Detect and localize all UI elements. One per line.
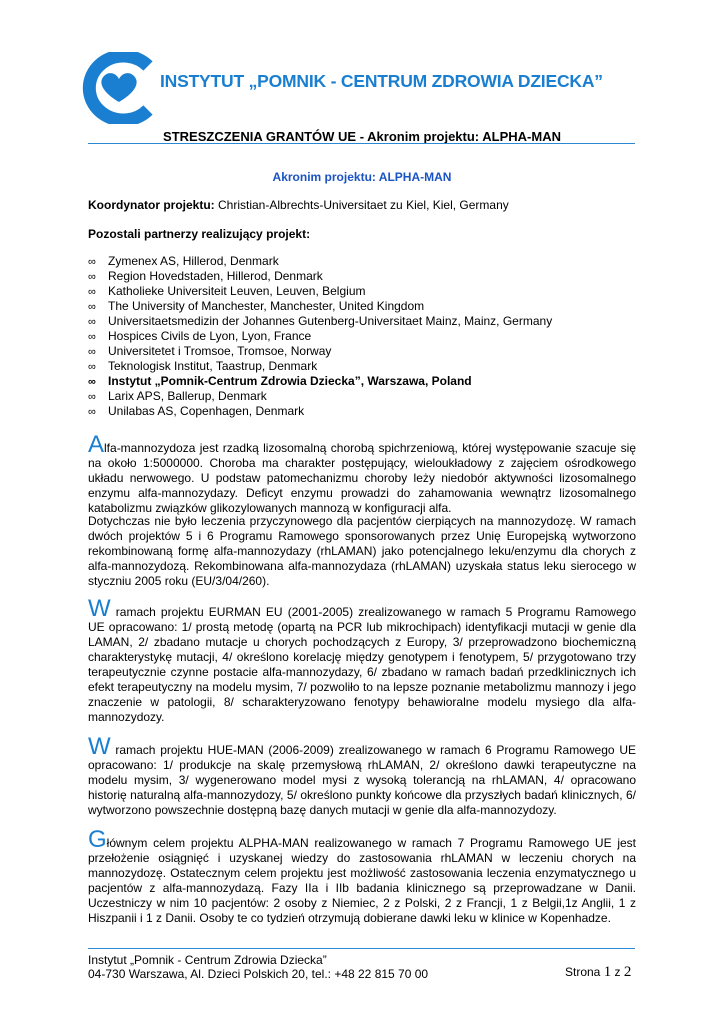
infinity-bullet-icon: ∞ [88, 271, 96, 283]
footer-divider [88, 948, 635, 949]
drop-cap: A [88, 431, 105, 458]
list-item [88, 359, 552, 374]
drop-cap: W [88, 595, 111, 622]
document-title: STRESZCZENIA GRANTÓW UE - Akronim projektu: ALPHA-MAN [163, 129, 561, 144]
paragraph-text: ramach projektu HUE-MAN (2006-2009) zrealizowanego w ramach 6 Programu Ramowego UE opracowano: 1/ produkcje na skalę przemysłową rhLAMAN, 2/ określono dawki terapeutyczne na modelu mysim, 3/ wygenerowano model mysi z wysoką tolerancją na rhLAMAN, 4/ opracowano historię naturalną alfa-mannozydozy, 5/ określono punkty końcowe dla przyszłych badań klinicznych, 6/ wytworzono powszechnie dostępną bazę danych mutacji w genie dla alfa-mannozydozy. [88, 743, 636, 817]
infinity-bullet-icon: ∞ [88, 376, 96, 388]
list-item [88, 269, 552, 284]
paragraph-alphaman [88, 826, 636, 926]
list-item [88, 284, 552, 299]
page-total: 2 [623, 964, 632, 980]
infinity-bullet-icon: ∞ [88, 301, 96, 313]
partner-name: Universitaetsmedizin der Johannes Gutenberg-Universitaet Mainz, Mainz, Germany [108, 314, 553, 328]
infinity-bullet-icon: ∞ [88, 406, 96, 418]
infinity-bullet-icon: ∞ [88, 286, 96, 298]
partner-name: Hospices Civils de Lyon, Lyon, France [108, 329, 312, 343]
list-item [88, 314, 552, 329]
paragraph-text: lfa-mannozydoza jest rzadką lizosomalną chorobą spichrzeniową, której występowanie szacuje się na około 1:5000000. Choroba ma charakter postępujący, wieloukładowy z zajęciem ośrodkowego układu nerwowego. U podstaw patomechanizmu choroby leży niedobór aktywności lizosomalnego enzymu alfa-mannozydazy. Deficyt enzymu prowadzi do zahamowania wewnątrz lizosomalnego katabolizmu związków glikozylowanych mannozą w konfiguracji alfa. [88, 441, 636, 515]
list-item [88, 374, 552, 389]
list-item [88, 299, 552, 314]
infinity-bullet-icon: ∞ [88, 346, 96, 358]
header-divider [88, 143, 635, 144]
partner-name: Instytut „Pomnik-Centrum Zdrowia Dziecka”, Warszawa, Poland [108, 374, 472, 388]
footer-institute: Instytut „Pomnik - Centrum Zdrowia Dziecka” [88, 953, 327, 967]
partner-name: Teknologisk Institut, Taastrup, Denmark [108, 359, 318, 373]
page-current: 1 [603, 964, 612, 980]
page-label: Strona [565, 965, 604, 979]
page-number [565, 964, 631, 981]
paragraph-text: łównym celem projektu ALPHA-MAN realizowanego w ramach 7 Programu Ramowego UE jest przełożenie osiągnięć i uzyskanej wiedzy do zastosowania rhLAMAN w leczeniu chorych na mannozydozę. Ostatecznym celem projektu jest możliwość zastosowania leczenia enzymatycznego u pacjentów z alfa-mannozydazą. Fazy IIa i IIb badania klinicznego są przeprowadzane w Danii. Uczestniczy w nim 10 pacjentów: 2 osoby z Niemiec, 2 z Polski, 2 z Francji, 1 z Belgii,1z Anglii, 1 z Hiszpanii i 1 z Danii. Osoby te co tydzień otrzymują dobierane dawki leku w klinice w Kopenhadze. [88, 836, 636, 925]
infinity-bullet-icon: ∞ [88, 316, 96, 328]
partner-name: Unilabas AS, Copenhagen, Denmark [108, 404, 305, 418]
paragraph-eurman [88, 595, 636, 725]
project-acronym: Akronim projektu: ALPHA-MAN [272, 170, 452, 184]
infinity-bullet-icon: ∞ [88, 361, 96, 373]
list-item [88, 254, 552, 269]
coordinator-label: Koordynator projektu: [88, 198, 215, 212]
partner-name: Katholieke Universiteit Leuven, Leuven, Belgium [108, 284, 366, 298]
coordinator-value: Christian-Albrechts-Universitaet zu Kiel, Kiel, Germany [214, 198, 509, 212]
coordinator-line [88, 198, 509, 212]
partner-name: Universitetet i Tromsoe, Tromsoe, Norway [108, 344, 332, 358]
infinity-bullet-icon: ∞ [88, 331, 96, 343]
footer-address: 04-730 Warszawa, Al. Dzieci Polskich 20, tel.: +48 22 815 70 00 [88, 967, 429, 981]
paragraph-intro [88, 431, 636, 516]
list-item [88, 329, 552, 344]
partners-list [88, 254, 552, 419]
list-item [88, 344, 552, 359]
institute-name: INSTYTUT „POMNIK - CENTRUM ZDROWIA DZIECKA” [160, 71, 603, 91]
list-item [88, 404, 552, 419]
partners-heading: Pozostali partnerzy realizujący projekt: [88, 227, 311, 241]
page-separator: z [611, 965, 624, 979]
list-item [88, 389, 552, 404]
infinity-bullet-icon: ∞ [88, 256, 96, 268]
drop-cap: G [88, 826, 107, 853]
partner-name: Region Hovedstaden, Hillerod, Denmark [108, 269, 323, 283]
paragraph-treatment [88, 514, 636, 589]
infinity-bullet-icon: ∞ [88, 391, 96, 403]
paragraph-text: ramach projektu EURMAN EU (2001-2005) zrealizowanego w ramach 5 Programu Ramowego UE opracowano: 1/ prostą metodę (opartą na PCR lub mikrochipach) identyfikacji mutacji w genie dla LAMAN, 2/ zbadano mutacje u chorych pochodzących z Europy, 3/ przeprowadzono biochemiczną charakterystykę mutacji, 4/ określono korelację między genotypem i fenotypem, 5/ przygotowano trzy terapeutycznie czynne postacie alfa-mannozydazy, 6/ zbadano w ramach badań przedklinicznych ich efekt terapeutyczny na modelu mysim, 7/ pozwoliło to na lepsze poznanie metabolizmu mannozy i jego znaczenie w patologii, 8/ scharakteryzowano fenotypy behawioralne modelu mysiego dla alfa-mannozydozy. [88, 605, 636, 724]
paragraph-hueman [88, 733, 636, 818]
partner-name: The University of Manchester, Manchester, United Kingdom [108, 299, 425, 313]
paragraph-text: Dotychczas nie było leczenia przyczynowego dla pacjentów cierpiących na mannozydozę. W ramach dwóch projektów 5 i 6 Programu Ramowego sponsorowanych przez Unię Europejską wytworzono rekombinowaną formę alfa-mannozydazy (rhLAMAN) jako potencjalnego leku/enzymu dla chorych z alfa-mannozydozą. Rekombinowana alfa-mannozydaza (rhLAMAN) uzyskała status leku sierocego w styczniu 2005 roku (EU/3/04/260). [88, 514, 636, 588]
page-header [82, 52, 642, 124]
partner-name: Zymenex AS, Hillerod, Denmark [108, 254, 279, 268]
partner-name: Larix APS, Ballerup, Denmark [108, 389, 267, 403]
drop-cap: W [88, 733, 111, 760]
institute-logo-icon [82, 52, 160, 124]
